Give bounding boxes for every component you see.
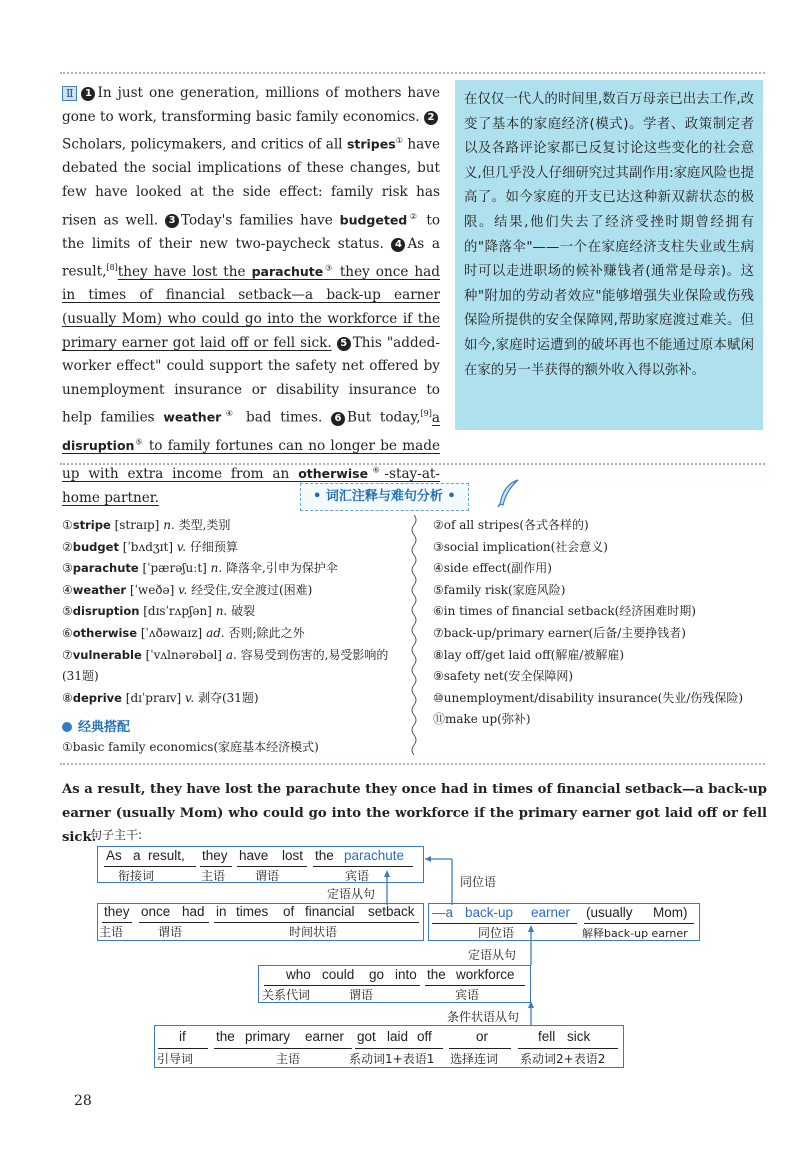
word: earner bbox=[531, 905, 571, 920]
word: parachute bbox=[344, 848, 405, 863]
word: off bbox=[417, 1029, 432, 1044]
role-label: 主语 bbox=[276, 1052, 301, 1066]
entry-number: ⑤ bbox=[62, 604, 73, 619]
sentence-2-rest: have debated the social implications of these changes, but few have looked at the side effect: family risk has risen as well. bbox=[62, 136, 441, 229]
definition: 破裂 bbox=[231, 604, 256, 619]
word: into bbox=[395, 967, 417, 982]
role-label: 主语 bbox=[201, 869, 226, 883]
word: laid bbox=[387, 1029, 409, 1044]
role-label: 时间状语 bbox=[289, 925, 338, 939]
definition: 经受住,安全渡过(困难) bbox=[191, 582, 313, 597]
word: result, bbox=[148, 848, 185, 863]
vocab-word: otherwise bbox=[72, 625, 138, 640]
footnote-mark: ④ bbox=[221, 409, 238, 419]
sentence-number: 3 bbox=[165, 214, 179, 228]
role-label: 关系代词 bbox=[262, 988, 311, 1002]
word: financial bbox=[305, 904, 355, 919]
definition: 降落伞,引申为保护伞 bbox=[226, 561, 338, 576]
vocab-word: disruption bbox=[72, 604, 140, 619]
definition: 类型,类别 bbox=[178, 518, 231, 532]
vocab-section-title: • 词汇注释与难句分析 • bbox=[300, 483, 469, 511]
word: Mom) bbox=[653, 905, 688, 920]
sentence-3-rest: to the limits of their new two-paycheck status. bbox=[62, 212, 441, 252]
definition: 仔细预算 bbox=[189, 539, 238, 554]
word: got bbox=[357, 1029, 376, 1044]
role-label: 谓语 bbox=[349, 988, 374, 1002]
word: of bbox=[283, 904, 295, 919]
part-of-speech: a. bbox=[225, 647, 237, 662]
footnote-mark: ⑥ bbox=[368, 465, 385, 475]
connector-label: 同位语 bbox=[460, 875, 497, 889]
question-mark: [9] bbox=[420, 409, 432, 419]
footnote-mark: ② bbox=[407, 211, 420, 221]
connector-label: 定语从句 bbox=[327, 887, 376, 901]
word: —a bbox=[432, 905, 454, 920]
word: once bbox=[141, 904, 171, 919]
underline bbox=[355, 1048, 443, 1049]
word: could bbox=[322, 967, 355, 982]
collocation-item: ①basic family economics(家庭基本经济模式) bbox=[62, 740, 319, 754]
word: go bbox=[369, 967, 385, 982]
word: primary bbox=[245, 1029, 291, 1044]
word: the bbox=[427, 967, 446, 982]
word: they bbox=[104, 904, 130, 919]
word: fell bbox=[538, 1029, 556, 1044]
role-label: 谓语 bbox=[158, 925, 183, 939]
word: if bbox=[179, 1029, 186, 1044]
entry-number: ⑦ bbox=[62, 647, 73, 662]
role-label: 主语 bbox=[99, 925, 124, 939]
phonetic: [dɪˈpraɪv] bbox=[125, 690, 182, 705]
sentence-3: Today's families have bbox=[180, 212, 340, 229]
definition: 否则;除此之外 bbox=[228, 625, 305, 640]
diagram-label: 句子主干: bbox=[90, 828, 143, 842]
phrase-entry: ⑧lay off/get laid off(解雇/被解雇) bbox=[433, 647, 625, 662]
phrase-entry: ③social implication(社会意义) bbox=[433, 539, 608, 554]
chinese-translation: 在仅仅一代人的时间里,数百万母亲已出去工作,改变了基本的家庭经济(模式)。学者、政策制定者以及各路评论家都已反复讨论这些变化的社会意义,但几乎没人仔细研究过其副作用:家庭风险也提高了。如今家庭的开支已达这种新双薪状态的极限。结果,他们失去了经济受挫时期曾经拥有的"降落伞"——一个在家庭经济支柱失业或生病时可以走进职场的候补赚钱者(通常是母亲)。这种"附加的劳动者效应"能够增强失业保险或伤残保险所提供的安全保障网,帮助家庭渡过难关。但如今,家庭时运遭到的破坏再也不能通过原本赋闲在家的另一半获得的额外收入得以弥补。 bbox=[455, 80, 763, 430]
phrase-entry: ⑩unemployment/disability insurance(失业/伤残保险) bbox=[433, 690, 744, 705]
vocab-word: stripe bbox=[72, 518, 111, 532]
vocab-word: vulnerable bbox=[72, 647, 142, 662]
key-sentence-part: they once had in times of financial setback—a back-up earner (usually Mom) who could go into the workforce if the primary earner got laid off or fell sick. bbox=[62, 263, 440, 351]
sentence-6-part: to family fortunes can no longer be made up with extra income from an bbox=[62, 437, 441, 483]
role-label: 同位语 bbox=[478, 926, 515, 940]
vocab-word: parachute bbox=[72, 561, 139, 576]
word: who bbox=[286, 967, 311, 982]
part-of-speech: n. bbox=[210, 561, 223, 576]
phrase-entry: ⑪make up(弥补) bbox=[433, 712, 531, 727]
word: had bbox=[182, 904, 205, 919]
connector-label: 定语从句 bbox=[468, 948, 517, 962]
entry-number: ① bbox=[62, 518, 73, 532]
underline bbox=[449, 1048, 511, 1049]
word: setback bbox=[368, 904, 415, 919]
entry-number: ② bbox=[62, 539, 73, 554]
page-number: 28 bbox=[74, 1093, 92, 1109]
sentence-2: Scholars, policymakers, and critics of all bbox=[62, 136, 347, 153]
sentence-number: 5 bbox=[337, 337, 351, 351]
word: or bbox=[476, 1029, 489, 1044]
sentence-6-part: -stay-at-home partner. bbox=[62, 466, 440, 506]
sentence-1: In just one generation, millions of mothers have gone to work, transforming basic family economics. bbox=[62, 85, 440, 125]
entry-number: ③ bbox=[62, 561, 73, 576]
underline bbox=[584, 923, 694, 924]
part-of-speech: v. bbox=[184, 690, 195, 705]
word: lost bbox=[282, 848, 304, 863]
part-of-speech: v. bbox=[178, 582, 188, 597]
part-of-speech: n. bbox=[215, 604, 228, 619]
word: earner bbox=[305, 1029, 345, 1044]
word: in bbox=[216, 904, 227, 919]
phrase-entry: ⑨safety net(安全保障网) bbox=[433, 669, 574, 684]
vocab-word: deprive bbox=[72, 690, 122, 705]
sentence-4: As a result, bbox=[62, 235, 441, 280]
word: they bbox=[202, 848, 228, 863]
word: the bbox=[315, 848, 334, 863]
definition: 剥夺(31题) bbox=[197, 690, 259, 705]
part-of-speech: v. bbox=[176, 539, 187, 554]
connector-label: 条件状语从句 bbox=[447, 1010, 520, 1024]
role-label: 系动词1+表语1 bbox=[349, 1052, 435, 1066]
part-of-speech: ad. bbox=[206, 625, 225, 640]
vocab-word: otherwise bbox=[298, 466, 369, 482]
sentence-6-part: a bbox=[431, 409, 440, 426]
word: have bbox=[239, 848, 269, 863]
word: the bbox=[216, 1029, 235, 1044]
vocab-word: weather bbox=[163, 409, 222, 425]
sentence-number: 6 bbox=[331, 412, 345, 426]
definition: 容易受到伤害的,易受影响的(31题) bbox=[62, 647, 389, 684]
phonetic: [dɪsˈrʌpʃən] bbox=[143, 604, 212, 619]
sentence-number: 4 bbox=[391, 238, 405, 252]
part-of-speech: n. bbox=[163, 518, 175, 532]
vocab-word: parachute bbox=[251, 263, 324, 279]
word: times bbox=[236, 904, 269, 919]
word: (usually bbox=[586, 905, 633, 920]
phrase-entry: ④side effect(副作用) bbox=[433, 561, 552, 576]
word: a bbox=[133, 848, 141, 863]
footnote-mark: ⑤ bbox=[134, 437, 144, 447]
vocab-word: stripes bbox=[346, 136, 396, 152]
phrase-entry: ⑤family risk(家庭风险) bbox=[433, 582, 566, 597]
role-label: 宾语 bbox=[455, 988, 480, 1002]
footnote-mark: ① bbox=[395, 136, 404, 146]
sentence-5: This "added-worker effect" could support the safety net offered by unemployment insurance or disability insurance to help families bbox=[62, 334, 440, 426]
role-label: 谓语 bbox=[255, 869, 280, 883]
phrase-entry: ⑥in times of financial setback(经济困难时期) bbox=[433, 604, 696, 619]
phonetic: [ˈbʌdʒɪt] bbox=[122, 539, 174, 554]
vocab-word: weather bbox=[72, 582, 127, 597]
sentence-number: 2 bbox=[424, 111, 438, 125]
sentence-5-rest: bad times. bbox=[237, 409, 323, 426]
key-sentence-part: they have lost the bbox=[117, 263, 252, 280]
phrase-entry: ⑦back-up/primary earner(后备/主要挣钱者) bbox=[433, 625, 686, 640]
underline bbox=[518, 1048, 618, 1049]
word: back-up bbox=[465, 905, 514, 920]
vocab-word: budgeted bbox=[339, 212, 408, 228]
phonetic: [ˈvʌlnərəbəl] bbox=[145, 647, 222, 662]
underline bbox=[214, 1048, 352, 1049]
word: sick bbox=[567, 1029, 591, 1044]
word: workforce bbox=[456, 967, 515, 982]
key-sentence: As a result, they have lost the parachute they once had in times of financial setback—a back-up earner (usually Mom) who could go into the workforce if the primary earner got laid off or fell sick. bbox=[62, 782, 767, 845]
phrase-entry: ②of all stripes(各式各样的) bbox=[433, 518, 589, 532]
question-mark: [8] bbox=[106, 263, 118, 273]
role-label: 引导词 bbox=[157, 1052, 194, 1066]
entry-number: ⑧ bbox=[62, 690, 73, 705]
phonetic: [straɪp] bbox=[114, 518, 160, 532]
sentence-number: 1 bbox=[81, 87, 95, 101]
footnote-mark: ③ bbox=[323, 263, 334, 273]
role-label: 衔接词 bbox=[118, 869, 155, 883]
role-label: 系动词2+表语2 bbox=[520, 1052, 606, 1066]
role-label: 解释back-up earner bbox=[582, 927, 688, 940]
entry-number: ④ bbox=[62, 582, 73, 597]
collocation-title-text: 经典搭配 bbox=[78, 720, 131, 735]
vocab-word: disruption bbox=[62, 437, 135, 453]
phonetic: [ˈpærəʃuːt] bbox=[142, 561, 207, 576]
word: As bbox=[106, 848, 122, 863]
section-marker: Ⅱ bbox=[62, 86, 77, 101]
sentence-6: But today, bbox=[346, 409, 421, 426]
entry-number: ⑥ bbox=[62, 625, 73, 640]
vocab-word: budget bbox=[72, 539, 119, 554]
underline bbox=[158, 1048, 208, 1049]
role-label: 宾语 bbox=[345, 869, 370, 883]
role-label: 选择连词 bbox=[450, 1052, 499, 1066]
phonetic: [ˈʌðəwaɪz] bbox=[140, 625, 203, 640]
phonetic: [ˈweðə] bbox=[129, 582, 175, 597]
